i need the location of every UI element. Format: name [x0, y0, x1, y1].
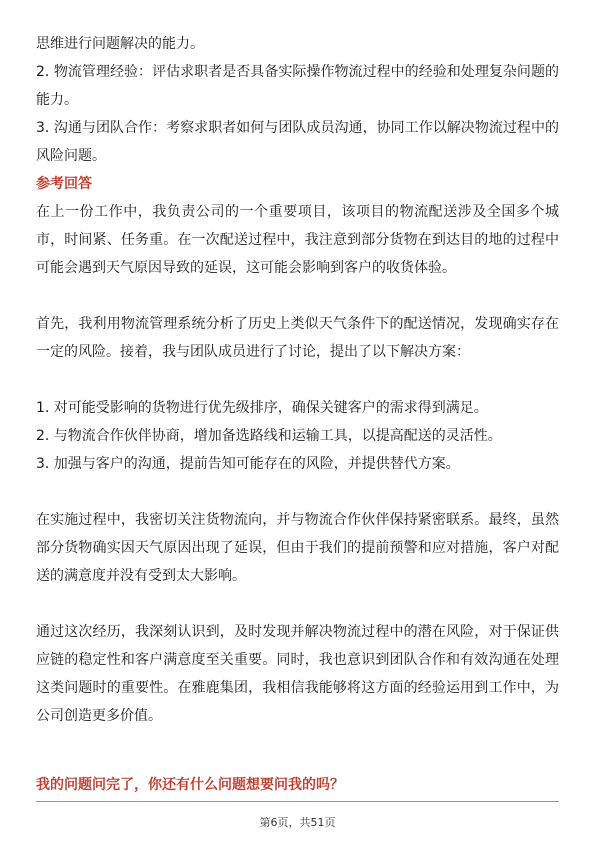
paragraph-spacer: [36, 282, 559, 310]
answer-paragraph-situation: 在上一份工作中，我负责公司的一个重要项目，该项目的物流配送涉及全国多个城市，时间紧、任务重。在一次配送过程中，我注意到部分货物在到达目的地的过程中可能会遇到天气原因导致的延误，这可能会影响到客户的收货体验。: [36, 204, 559, 276]
solution-item: 2. 与物流合作伙伴协商，增加备选路线和运输工具，以提高配送的灵活性。: [36, 428, 502, 444]
evaluation-point-teamwork: 3. 沟通与团队合作：考察求职者如何与团队成员沟通，协同工作以解决物流过程中的风险问题。: [36, 120, 559, 164]
answer-paragraph-analysis: 首先，我利用物流管理系统分析了历史上类似天气条件下的配送情况，发现确实存在一定的风险。接着，我与团队成员进行了讨论，提出了以下解决方案：: [36, 316, 559, 360]
page-content: [36, 30, 559, 730]
answer-paragraph-reflection: 通过这次经历，我深刻认识到，及时发现并解决物流过程中的潜在风险，对于保证供应链的稳定性和客户满意度至关重要。同时，我也意识到团队合作和有效沟通在处理这类问题时的重要性。在雅鹿集团，我相信我能够将这方面的经验运用到工作中，为公司创造更多价值。: [36, 624, 559, 724]
evaluation-point-experience: 2. 物流管理经验：评估求职者是否具备实际操作物流过程中的经验和处理复杂问题的能力。: [36, 64, 559, 108]
paragraph-spacer: [36, 366, 559, 394]
closing-question: 我的问题问完了，你还有什么问题想要问我的吗？: [36, 777, 344, 793]
intro-continuation: 思维进行问题解决的能力。: [36, 36, 204, 52]
reference-answer-heading: 参考回答: [36, 176, 92, 192]
page-number: 第6页，共51页: [259, 816, 336, 829]
paragraph-spacer: [36, 478, 559, 506]
answer-paragraph-implementation: 在实施过程中，我密切关注货物流向，并与物流合作伙伴保持紧密联系。最终，虽然部分货物确实因天气原因出现了延误，但由于我们的提前预警和应对措施，客户对配送的满意度并没有受到太大影响。: [36, 512, 559, 584]
solution-item: 3. 加强与客户的沟通，提前告知可能存在的风险，并提供替代方案。: [36, 456, 460, 472]
solution-item: 1. 对可能受影响的货物进行优先级排序，确保关键客户的需求得到满足。: [36, 400, 488, 416]
paragraph-spacer: [36, 590, 559, 618]
footer-divider: [36, 801, 559, 802]
